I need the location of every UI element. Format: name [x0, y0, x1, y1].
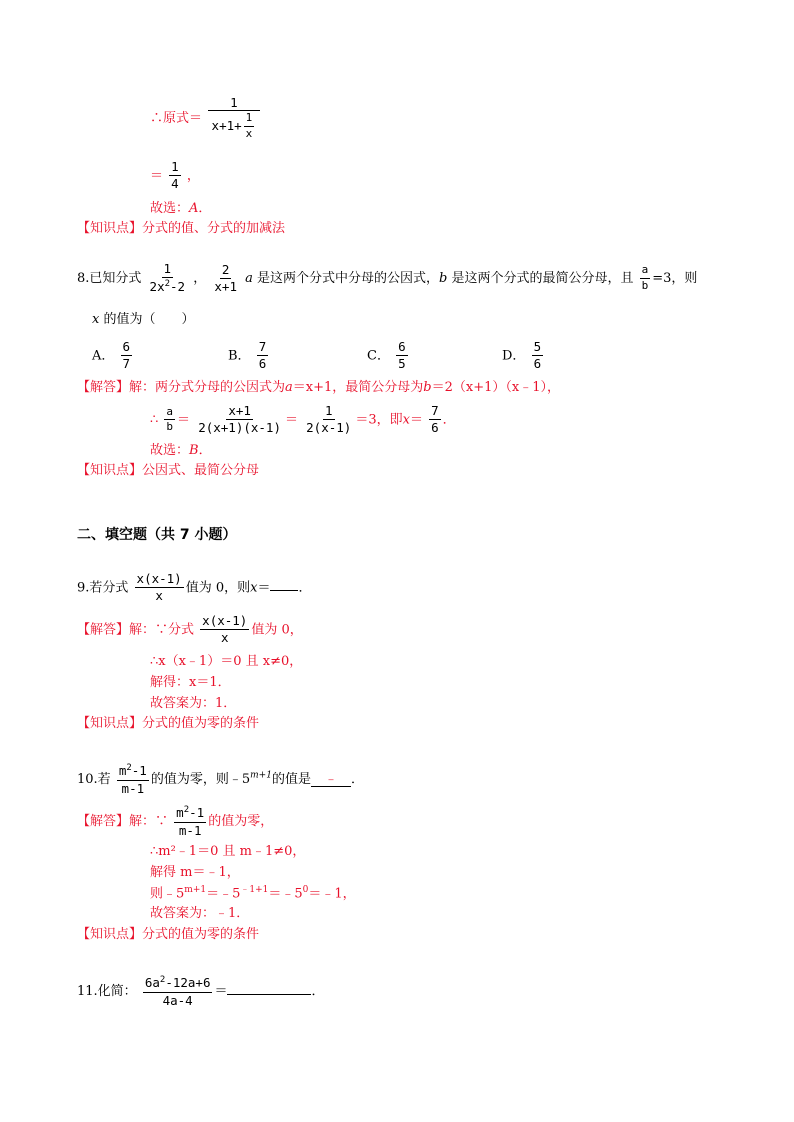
q8-kp-tag: 【知识点】: [77, 463, 143, 478]
q8-answer-l1-d: ＝2（x+1）（x﹣1），: [431, 380, 560, 395]
q10-answer-l4-d: ＝﹣1，: [308, 886, 356, 902]
section-title: 二、填空题（共 7 小题）: [77, 527, 237, 543]
q8-select-answer: B: [189, 443, 199, 458]
q8-answer-ratio-num: a: [164, 406, 175, 421]
q8-f1-num: 1: [162, 262, 174, 278]
q8-option-a-num: 6: [121, 340, 133, 356]
q7-kp-tag: 【知识点】: [77, 221, 143, 236]
q8-answer-line1: [77, 381, 560, 394]
q11-f-den: 4a-4: [162, 992, 193, 1008]
q7-select-prefix: 故选：: [150, 201, 190, 216]
q8-option-c[interactable]: [367, 340, 410, 372]
q7-inner-num: 1: [244, 112, 255, 127]
q10-kp-tag: 【知识点】: [77, 927, 143, 942]
q8-stem-line2: [92, 313, 194, 326]
q10-f-num-a: m: [118, 763, 127, 779]
q9-stem-end: ．: [298, 580, 312, 596]
q10-stem-end: ．: [350, 771, 364, 787]
q9-answer-line2: ∴x（x﹣1）＝0 且 x≠0，: [150, 654, 303, 669]
q9-stem-var: x: [250, 580, 258, 596]
q8-answer-mid-fraction: [196, 404, 283, 436]
q8-option-c-label: C．: [367, 348, 390, 364]
q8-fraction-1: [148, 262, 188, 295]
q8-answer-l1-b: ＝x+1，最简公分母为: [292, 380, 424, 395]
q10-fraction: [117, 763, 149, 796]
q8-answer-l2-mid: ＝3，即: [355, 412, 403, 428]
q8-kp-text: 公因式、最简公分母: [142, 463, 260, 478]
q10-answer-line4: [150, 886, 356, 900]
q10-answer-blank[interactable]: [311, 773, 351, 787]
q8-answer-simp-den: 2(x-1): [306, 420, 352, 436]
q8-answer-l1-a: a: [285, 380, 293, 395]
q8-option-a-den: 7: [122, 356, 131, 372]
q8-option-b-num: 7: [257, 340, 269, 356]
q8-answer-x-fraction: [429, 404, 441, 436]
q8-option-b[interactable]: [228, 340, 270, 372]
q10-knowledge-point: [77, 928, 259, 941]
q7-kp-text: 分式的值、分式的加减法: [142, 221, 286, 236]
q8-option-d-num: 5: [532, 340, 544, 356]
q8-stem-line2-var: x: [92, 312, 100, 327]
q10-answer-l4-a: 则﹣5: [150, 886, 185, 902]
q11-stem-eq: ＝: [214, 983, 228, 999]
q8-option-a[interactable]: [92, 340, 134, 372]
q8-answer-eq2: ＝: [285, 412, 299, 428]
q8-select-suffix: ．: [198, 443, 212, 458]
q8-option-a-label: A．: [92, 348, 115, 364]
q11-f-num: [143, 975, 213, 993]
q8-answer-eq3: ＝: [409, 412, 423, 428]
q7-select-suffix: ．: [198, 201, 212, 216]
q10-answer-l4-sup2: ﹣1+1: [240, 885, 269, 895]
q8-option-c-num: 6: [396, 340, 408, 356]
q9-answer-l1-post: 值为 0，: [251, 622, 303, 638]
q8-stem: [77, 262, 697, 295]
q10-f-num: [117, 763, 149, 781]
q9-knowledge-point: [77, 717, 259, 730]
q10-answer-l4-sup3: 0: [302, 885, 309, 895]
q9-answer-blank[interactable]: [270, 590, 298, 591]
q9-answer-f-den: x: [220, 630, 229, 646]
q8-answer-l2-end: ．: [442, 412, 456, 428]
q7-main-den-pre: x+1+: [211, 118, 242, 134]
q7-inner-fraction: [244, 112, 255, 140]
q9-answer-line4: 故答案为：1．: [150, 696, 237, 711]
q8-answer-ratio-den: b: [166, 420, 174, 434]
q10-answer-f-den: m-1: [178, 822, 202, 838]
q10-f-num-b: -1: [131, 763, 147, 779]
q11-stem-prefix: 11.化简：: [77, 983, 137, 999]
q8-answer-l2-pre: ∴: [150, 412, 159, 428]
q8-option-d-fraction: [532, 340, 544, 372]
q8-f2-den: x+1: [214, 278, 237, 294]
q8-select-prefix: 故选：: [150, 443, 190, 458]
q11-answer-blank[interactable]: [227, 994, 311, 995]
q10-answer-line1: [77, 805, 273, 838]
q8-answer-x-den: 6: [431, 420, 439, 436]
q8-fraction-2: [212, 263, 239, 295]
q11-stem: [77, 975, 325, 1008]
q10-answer-l1-pre: 解：∵: [129, 813, 169, 829]
q9-answer-fraction: [200, 614, 249, 646]
q8-stem-a: a: [245, 270, 253, 286]
q9-answer-l1-pre: 解：∵分式: [129, 622, 195, 638]
q10-stem-sup: m+1: [250, 770, 272, 781]
q7-knowledge-point: [77, 222, 285, 235]
q7-line2-fraction: [169, 160, 181, 192]
q8-ratio-den: b: [641, 278, 649, 292]
q8-stem-prefix: 8.已知分式: [77, 270, 142, 286]
q8-option-d[interactable]: [502, 340, 545, 372]
q11-stem-end: ．: [311, 983, 325, 999]
q8-answer-l2-x: x: [402, 412, 410, 428]
q10-f-num-sup: 2: [126, 763, 132, 773]
q10-f-den: m-1: [121, 780, 145, 796]
q10-answer-l1-post: 的值为零，: [208, 813, 274, 829]
q7-line2-den: 4: [171, 176, 179, 192]
q10-answer-l4-b: ＝﹣5: [206, 886, 241, 902]
q8-stem-eq: =3，则: [652, 270, 698, 286]
q7-line1: [150, 96, 262, 141]
q8-option-c-den: 5: [398, 356, 406, 372]
q7-main-den: [210, 111, 259, 140]
q10-stem-mid2: 的值是: [271, 771, 311, 787]
q8-f2-num: 2: [220, 263, 232, 279]
q8-answer-mid-den: 2(x+1)(x-1): [198, 420, 281, 436]
q11-f-num-b: -12a+6: [165, 975, 211, 991]
q8-f1-den-a: 2x: [149, 279, 165, 295]
q7-select: [150, 202, 211, 215]
q8-option-b-den: 6: [258, 356, 267, 372]
q8-option-c-fraction: [396, 340, 408, 372]
q8-comma: ，: [193, 270, 207, 286]
q7-main-num: 1: [208, 96, 260, 111]
q7-line2: [150, 160, 200, 192]
q10-answer-line2: ∴m²﹣1＝0 且 m﹣1≠0，: [150, 844, 306, 859]
q8-option-d-den: 6: [533, 356, 542, 372]
q8-answer-simp-fraction: [304, 404, 353, 436]
q9-kp-tag: 【知识点】: [77, 716, 143, 731]
q10-answer-l4-sup1: m+1: [184, 885, 207, 895]
q9-fraction: [135, 572, 184, 604]
q8-answer-l1-c: b: [423, 380, 432, 395]
q9-answer-line1: [77, 614, 303, 646]
q9-stem: [77, 572, 311, 604]
q8-answer-simp-num: 1: [323, 404, 335, 420]
q8-answer-line2: [150, 404, 456, 436]
q9-kp-text: 分式的值为零的条件: [142, 716, 260, 731]
q10-answer-f-num-b: -1: [189, 805, 205, 821]
q8-answer-mid-num: x+1: [226, 404, 253, 420]
q7-inner-den: x: [245, 127, 253, 141]
q8-ratio: [640, 264, 651, 292]
q10-stem-prefix: 10.若: [77, 771, 111, 787]
q11-f-num-sup: 2: [159, 975, 166, 985]
q9-stem-mid: 值为 0，则: [185, 580, 251, 596]
q8-answer-l1: 解：两分式分母的公因式为: [129, 380, 286, 395]
q8-answer-x-num: 7: [429, 404, 441, 420]
q7-line2-prefix: ＝: [150, 168, 164, 184]
q10-answer-tag: 【解答】: [77, 813, 130, 829]
q8-stem-mid2: 是这两个分式的最简公分母，且: [447, 270, 634, 286]
q9-answer-f-num: x(x-1): [200, 614, 249, 630]
q7-select-answer: A: [189, 201, 199, 216]
q10-answer-f-num-a: m: [176, 805, 184, 821]
q7-line2-suffix: ，: [186, 168, 200, 184]
q8-answer-ratio: [164, 406, 175, 434]
q8-option-a-fraction: [121, 340, 133, 372]
q8-option-d-label: D．: [502, 348, 526, 364]
q9-answer-tag: 【解答】: [77, 622, 130, 638]
q10-answer-line3: 解得 m＝﹣1，: [150, 865, 240, 880]
q11-fraction: [143, 975, 213, 1008]
q10-answer-line5: 故答案为：﹣1．: [150, 906, 250, 921]
q10-answer-f-num-sup: 2: [183, 805, 190, 815]
q8-stem-line2-text: 的值为（ ）: [99, 312, 195, 327]
q7-line1-prefix: ∴原式＝: [150, 110, 203, 126]
q7-line2-num: 1: [169, 160, 181, 176]
q10-kp-text: 分式的值为零的条件: [142, 927, 260, 942]
q8-stem-mid1: 是这两个分式中分母的公因式，: [252, 270, 440, 286]
q10-stem-mid: 的值为零，则﹣5: [150, 771, 251, 787]
q8-stem-b: b: [439, 270, 448, 286]
q10-answer-l4-c: ＝﹣5: [268, 886, 303, 902]
q8-f1-den-b: -2: [170, 279, 186, 295]
q9-f-num: x(x-1): [135, 572, 184, 588]
q10-blank-value: ﹣: [324, 771, 338, 787]
q8-answer-tag: 【解答】: [77, 380, 130, 395]
q8-knowledge-point: [77, 464, 259, 477]
q10-answer-f-num: [174, 805, 206, 823]
q9-stem-eq: ＝: [257, 580, 271, 596]
q8-answer-eq1: ＝: [177, 412, 191, 428]
q8-option-b-label: B．: [228, 348, 251, 364]
q9-stem-prefix: 9.若分式: [77, 580, 129, 596]
q9-answer-line3: 解得：x＝1．: [150, 675, 231, 690]
q8-option-b-fraction: [257, 340, 269, 372]
q8-ratio-num: a: [640, 264, 651, 279]
q7-main-fraction: [208, 96, 260, 141]
q11-f-num-a: 6a: [144, 975, 160, 991]
q10-stem: [77, 763, 364, 796]
q8-select: [150, 444, 212, 457]
q8-f1-den: [148, 278, 188, 295]
q10-answer-fraction: [174, 805, 206, 838]
q8-f1-den-sup: 2: [164, 279, 171, 290]
q9-f-den: x: [155, 588, 163, 604]
